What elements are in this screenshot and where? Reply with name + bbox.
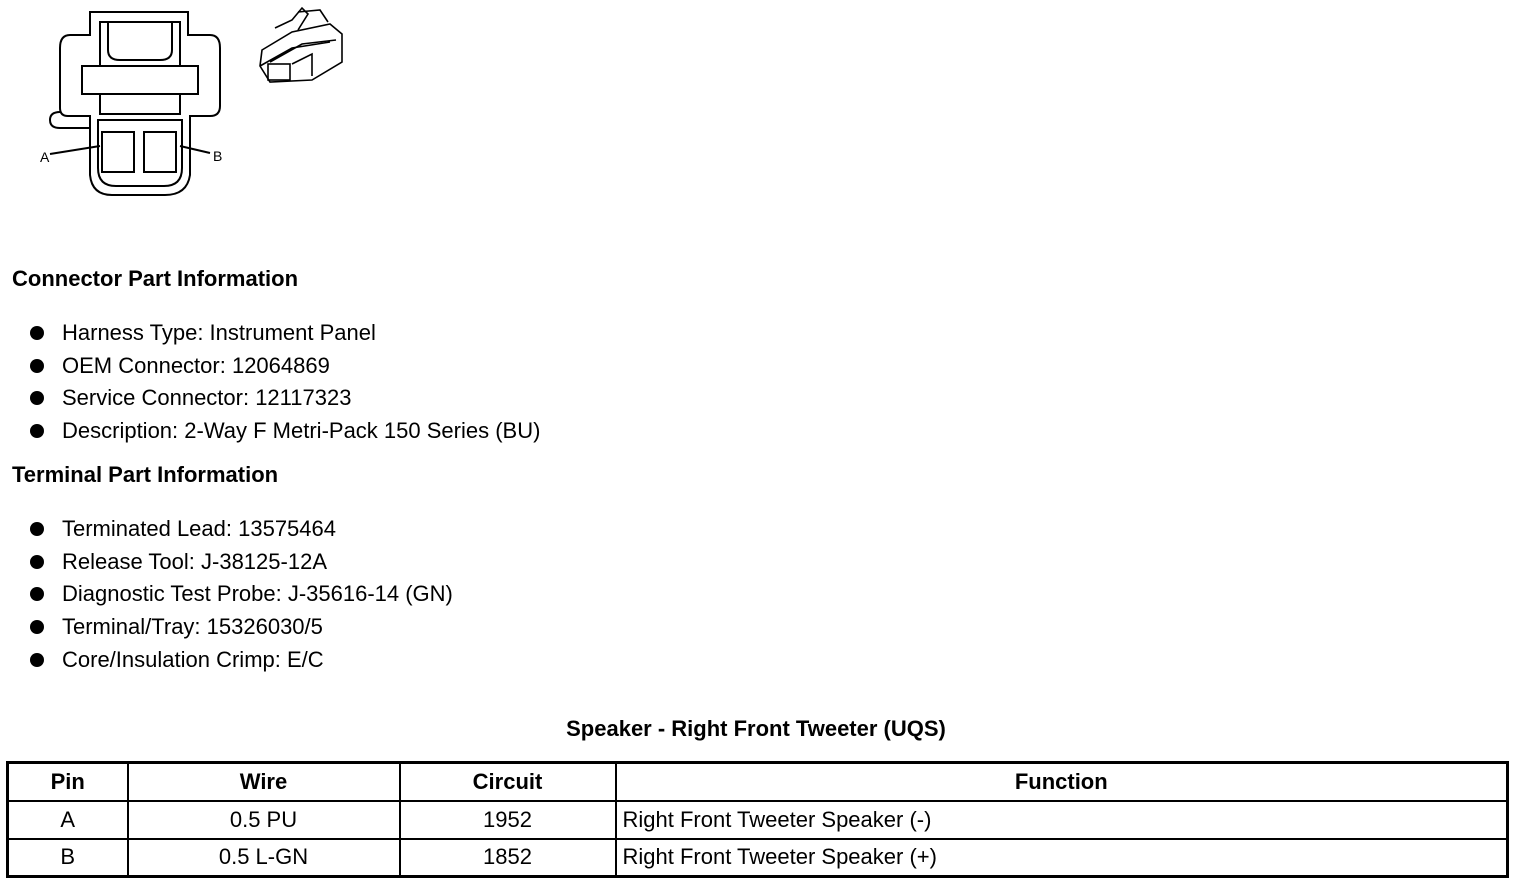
- list-item: Service Connector: 12117323: [28, 383, 540, 416]
- terminal-info-heading: Terminal Part Information: [12, 462, 279, 487]
- bullet-icon: [30, 359, 44, 373]
- list-item: Release Tool: J-38125-12A: [28, 547, 453, 580]
- cell-function: Right Front Tweeter Speaker (+): [616, 839, 1508, 877]
- list-item: Terminal/Tray: 15326030/5: [28, 612, 453, 645]
- list-item: Description: 2-Way F Metri-Pack 150 Series (BU): [28, 416, 540, 449]
- list-item: Terminated Lead: 13575464: [28, 514, 453, 547]
- list-item: OEM Connector: 12064869: [28, 351, 540, 384]
- pin-table: [6, 761, 1509, 878]
- pin-table-title: Speaker - Right Front Tweeter (UQS): [566, 716, 946, 741]
- table-header-row: [8, 763, 1508, 801]
- table-row: [8, 839, 1508, 877]
- connector-perspective-view: [260, 8, 342, 82]
- cell-pin: B: [8, 839, 128, 877]
- bullet-icon: [30, 555, 44, 569]
- pin-a-callout: A: [40, 149, 50, 165]
- bullet-icon: [30, 653, 44, 667]
- terminal-info-list: [28, 514, 453, 677]
- bullet-icon: [30, 326, 44, 340]
- column-header-pin: Pin: [8, 763, 128, 801]
- connector-info-list: [28, 318, 540, 449]
- table-row: [8, 801, 1508, 839]
- cell-pin: A: [8, 801, 128, 839]
- list-item: Diagnostic Test Probe: J-35616-14 (GN): [28, 579, 453, 612]
- connector-diagram: [30, 0, 360, 210]
- cell-circuit: 1952: [400, 801, 616, 839]
- bullet-icon: [30, 391, 44, 405]
- bullet-icon: [30, 587, 44, 601]
- bullet-icon: [30, 424, 44, 438]
- column-header-wire: Wire: [128, 763, 400, 801]
- list-item: Harness Type: Instrument Panel: [28, 318, 540, 351]
- cell-function: Right Front Tweeter Speaker (-): [616, 801, 1508, 839]
- connector-info-heading: Connector Part Information: [12, 266, 299, 291]
- column-header-function: Function: [616, 763, 1508, 801]
- bullet-icon: [30, 620, 44, 634]
- bullet-icon: [30, 522, 44, 536]
- cell-wire: 0.5 L-GN: [128, 839, 400, 877]
- column-header-circuit: Circuit: [400, 763, 616, 801]
- list-item: Core/Insulation Crimp: E/C: [28, 645, 453, 678]
- cell-wire: 0.5 PU: [128, 801, 400, 839]
- pin-b-callout: B: [213, 148, 223, 164]
- cell-circuit: 1852: [400, 839, 616, 877]
